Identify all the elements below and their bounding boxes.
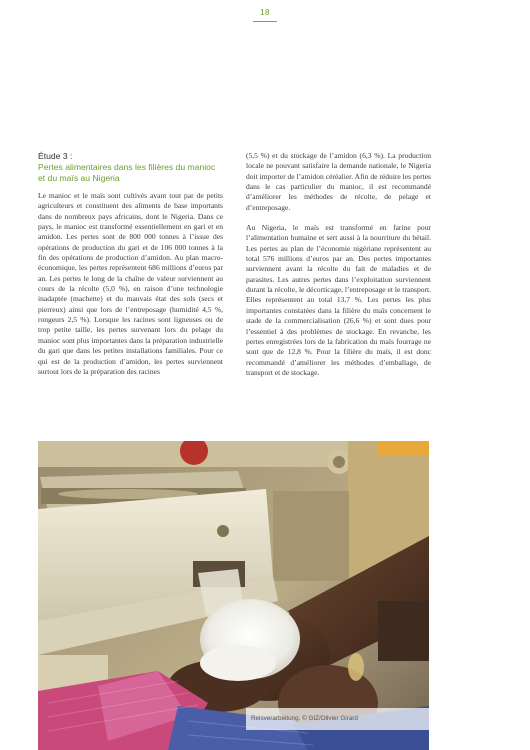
body-paragraph: Le manioc et le maïs sont cultivés avant tout par de petits agriculteurs et constituent des aliments de base importants dans de nombreux pays africains, dont le Nigeria. Dans ce pays, le manioc est transformé essentiellement en gari et en amidon. Les pertes sont de 800 000 tonnes à l’issue des opérations de production du gari et de 106 000 tonnes à la fin des opérations de production d’amidon. Au plan macro-économique, les pertes représentent 686 millions d’euros par an. Les pertes le long de la chaîne de valeur surviennent au cours de la récolte (5,0 %), en raison d’une technologie inadaptée (machette) et du mauvais état des sols (secs et pierreux) ainsi que lors de l’entreposage (humidité 4,5 %, rongeurs 2,5 %). Lorsque les racines sont ligneuses ou de trop petite taille, les pertes survenant lors du pelage du manioc sont plus importantes dans la préparation industrielle du gari que dans les petites installations familiales. Pour ce qui est de la production d’amidon, les pertes surviennent surtout lors de la préparation des racines: [38, 191, 223, 376]
photo-caption-text: Reisverarbeitung. © GIZ/Olivier Girard: [251, 715, 358, 722]
body-paragraph: Au Nigeria, le maïs est transformé en farine pour l’alimentation humaine et sert aussi à la nourriture du bétail. Les pertes au plan de l’économie nigériane représentent au total 576 millions d’euros par an. Des pertes importantes surviennent avant la récolte du fait de maladies et de parasites. Les autres pertes dans l’exploitation surviennent durant la récolte, le décorticage, l’entreposage et le transport. Elles représentent au total 13,7 %. Les pertes les plus importantes constatées dans la filière du maïs concernent le stade de la commercialisation (26,6 %) et sont dues pour l’essentiel à des problèmes de stockage. En revanche, les pertes enregistrées lors de la fabrication du maïs fourrage ne sont que de 12,8 %. Pour la filière du maïs, il est donc recommandé d’améliorer les méthodes d’emballage, de transport et de stockage.: [246, 223, 431, 377]
study-heading: Pertes alimentaires dans les filières du manioc et du maïs au Nigeria: [38, 162, 216, 183]
text-column-right: [246, 151, 431, 378]
photo-caption: [246, 708, 429, 730]
page-number-rule: [253, 21, 277, 22]
page-number: 18: [260, 8, 270, 17]
rice-processing-photo: [38, 441, 429, 750]
study-label: Étude 3 :: [38, 151, 73, 161]
text-column-left: [38, 151, 223, 377]
body-paragraph: (5,5 %) et du stockage de l’amidon (6,3 %). La production locale ne pouvant satisfaire la demande nationale, le Nigeria doit importer de l’amidon céréalier. Afin de réduire les pertes dans le cas particulier du manioc, il est recommandé d’améliorer les méthodes de récolte, de pelage et d’entreposage.: [246, 151, 431, 212]
